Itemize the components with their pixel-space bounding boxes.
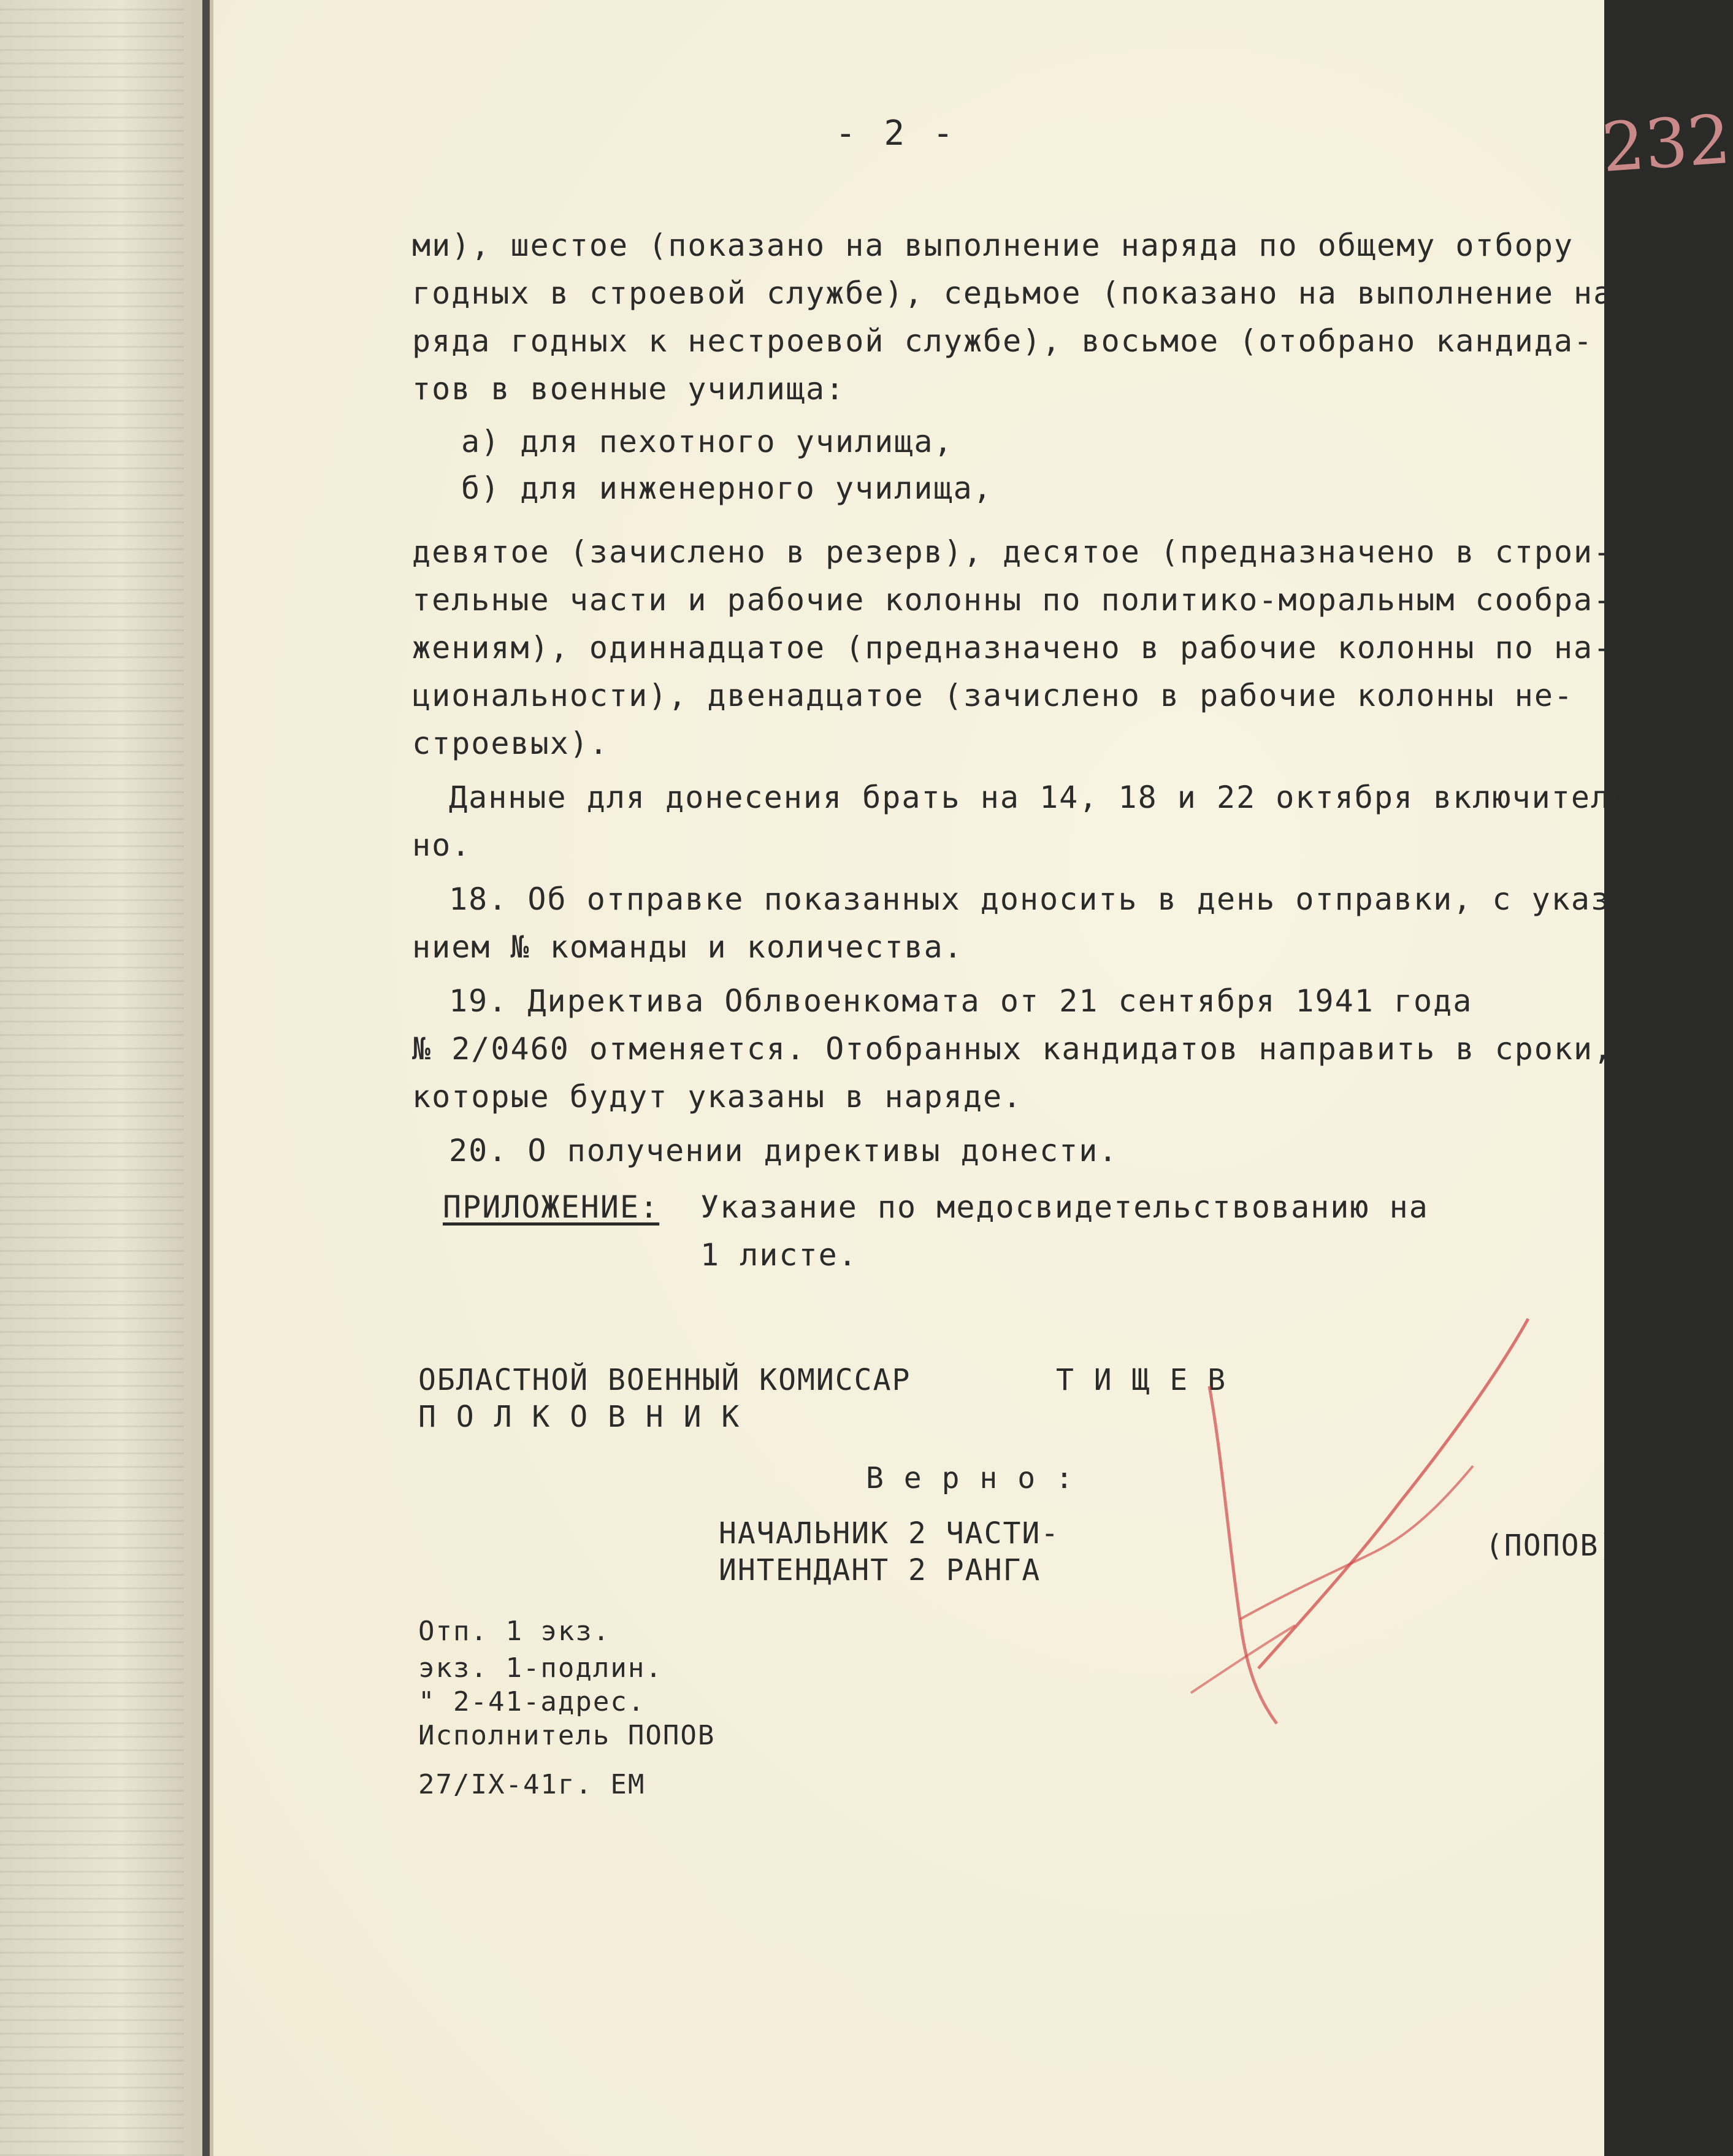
text-line: но. xyxy=(412,827,472,863)
text-line: жениям), одиннадцатое (предназначено в рабочие колонны по на- xyxy=(412,630,1613,666)
document-page xyxy=(210,0,1733,2156)
footer-line: Отп. 1 экз. xyxy=(418,1616,611,1647)
list-item-a: а) для пехотного училища, xyxy=(461,424,954,459)
text-line: которые будут указаны в наряде. xyxy=(412,1079,1023,1114)
footer-line: " 2-41-адрес. xyxy=(418,1686,646,1717)
book-gutter xyxy=(202,0,210,2156)
signatory-title: ОБЛАСТНОЙ ВОЕННЫЙ КОМИССАР xyxy=(418,1363,911,1397)
signatory-name: Т И Щ Е В xyxy=(1056,1363,1227,1397)
signatory-name: (ПОПОВ) xyxy=(1485,1529,1618,1563)
handwritten-signature xyxy=(1154,1300,1583,1742)
text-line: Данные для донесения брать на 14, 18 и 22 октября включитель- xyxy=(449,780,1650,815)
page-edge xyxy=(210,0,213,2156)
item-19: 19. Директива Облвоенкомата от 21 сентября 1941 года xyxy=(449,983,1473,1019)
verification-label: В е р н о : xyxy=(866,1461,1074,1495)
list-item-b: б) для инженерного училища, xyxy=(461,470,993,506)
text-line: строевых). xyxy=(412,726,610,761)
text-line: ряда годных к нестроевой службе), восьмое (отобрано кандида- xyxy=(412,323,1594,359)
footer-line: 27/IX-41г. ЕМ xyxy=(418,1769,646,1800)
attachment-label: ПРИЛОЖЕНИЕ: xyxy=(443,1189,660,1225)
attachment-text: Указание по медосвидетельствованию на xyxy=(700,1189,1429,1225)
signatory-rank: П О Л К О В Н И К xyxy=(418,1400,741,1434)
text-line: № 2/0460 отменяется. Отобранных кандидатов направить в сроки, xyxy=(412,1031,1613,1067)
text-line: тельные части и рабочие колонны по политико-моральным сообра- xyxy=(412,582,1613,618)
attachment-text: 1 листе. xyxy=(700,1237,858,1273)
item-20: 20. О получении директивы донести. xyxy=(449,1133,1119,1168)
text-line: циональности), двенадцатое (зачислено в рабочие колонны не- xyxy=(412,678,1574,713)
text-line: ми), шестое (показано на выполнение наряда по общему отбору xyxy=(412,228,1574,263)
adjacent-page-text-noise xyxy=(0,0,184,2156)
text-line: годных в строевой службе), седьмое (показано на выполнение на- xyxy=(412,275,1633,311)
signatory-title: НАЧАЛЬНИК 2 ЧАСТИ- xyxy=(719,1516,1060,1551)
archive-page-number: 232 xyxy=(1599,99,1733,188)
footer-line: Исполнитель ПОПОВ xyxy=(418,1720,716,1751)
footer-line: экз. 1-подлин. xyxy=(418,1652,663,1684)
text-line: нием № команды и количества. xyxy=(412,929,963,965)
signatory-title: ИНТЕНДАНТ 2 РАНГА xyxy=(719,1553,1041,1587)
text-line: девятое (зачислено в резерв), десятое (предназначено в строи- xyxy=(412,534,1613,570)
item-18: 18. Об отправке показанных доносить в день отправки, с указа- xyxy=(449,881,1650,917)
text-line: тов в военные училища: xyxy=(412,371,846,407)
page-number: - 2 - xyxy=(835,113,957,153)
